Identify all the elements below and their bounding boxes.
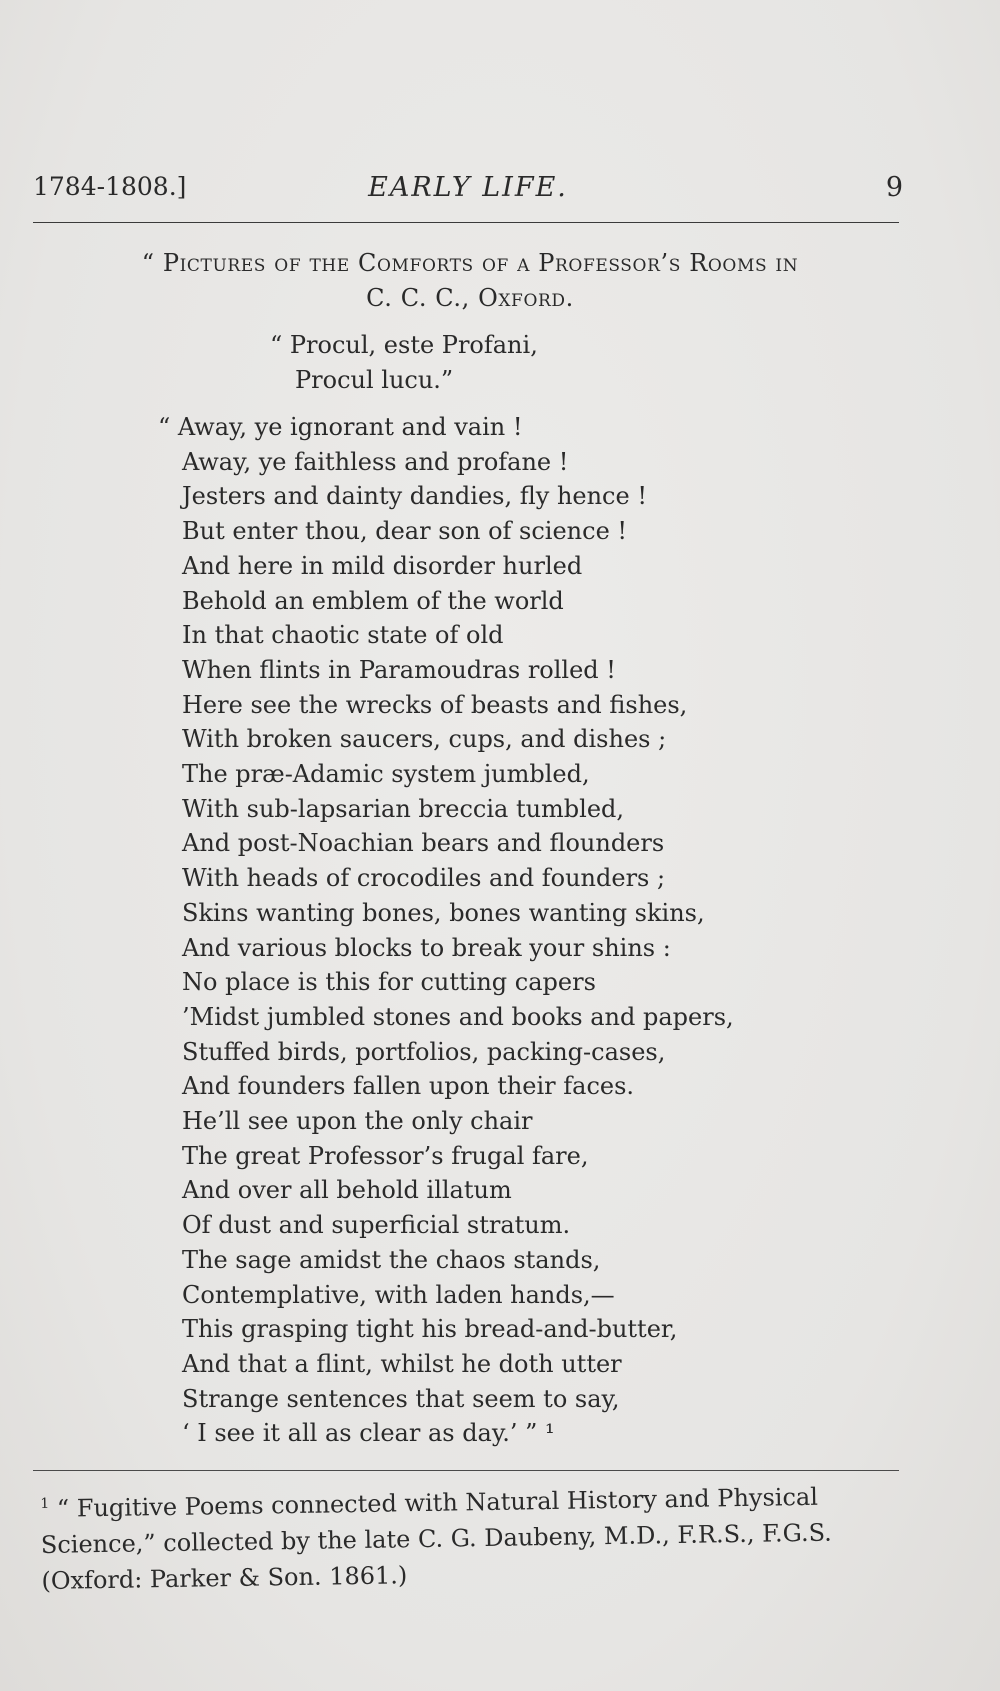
poem-body xyxy=(158,410,734,1451)
poem-line: “ Away, ye ignorant and vain ! xyxy=(158,413,523,441)
poem-line: And here in mild disorder hurled xyxy=(182,551,583,580)
poem-line: And that a flint, whilst he doth utter xyxy=(182,1349,622,1378)
poem-line: With broken saucers, cups, and dishes ; xyxy=(182,725,667,754)
running-head xyxy=(33,172,903,212)
poem-line: This grasping tight his bread-and-butter, xyxy=(182,1315,678,1344)
footnote-text: “ Fugitive Poems connected with Natural History and Physical xyxy=(56,1482,819,1523)
chapter-title: EARLY LIFE. xyxy=(368,172,568,203)
date-range: 1784-1808.] xyxy=(33,172,187,201)
poem-line: Away, ye faithless and profane ! xyxy=(182,447,569,476)
poem-title-line: C. C. C., Oxford. xyxy=(366,284,574,312)
poem-line: The great Professor’s frugal fare, xyxy=(182,1141,589,1170)
page-number: 9 xyxy=(885,172,903,203)
poem-line: The præ-Adamic system jumbled, xyxy=(182,760,590,789)
poem-line: ’Midst jumbled stones and books and papers, xyxy=(182,1002,734,1031)
footnote xyxy=(40,1472,902,1598)
poem-line: With heads of crocodiles and founders ; xyxy=(182,864,666,893)
poem-line: Skins wanting bones, bones wanting skins, xyxy=(182,898,705,927)
poem-line: The sage amidst the chaos stands, xyxy=(182,1245,601,1274)
poem-line: Jesters and dainty dandies, fly hence ! xyxy=(182,482,647,511)
footnote-rule xyxy=(33,1470,899,1471)
poem-line: With sub-lapsarian breccia tumbled, xyxy=(182,794,625,823)
poem-title-line: “ Pictures of the Comforts of a Professor’s Rooms in xyxy=(141,249,799,277)
poem-line: But enter thou, dear son of science ! xyxy=(182,517,628,546)
poem-line: Stuffed birds, portfolios, packing-cases, xyxy=(182,1037,666,1066)
poem-title xyxy=(60,246,880,316)
poem-line: He’ll see upon the only chair xyxy=(182,1107,533,1136)
footnote-marker: 1 xyxy=(40,1495,50,1512)
poem-line: No place is this for cutting capers xyxy=(182,968,596,997)
poem-line: Contemplative, with laden hands,— xyxy=(182,1280,615,1309)
poem-line: In that chaotic state of old xyxy=(182,621,504,650)
poem-line: Strange sentences that seem to say, xyxy=(182,1384,620,1413)
footnote-line: Science,” collected by the late C. G. Daubeny, M.D., F.R.S., F.G.S. xyxy=(40,1518,833,1559)
epigraph-line: “ Procul, este Profani, xyxy=(270,331,538,359)
footnote-line: (Oxford: Parker & Son. 1861.) xyxy=(41,1561,408,1595)
poem-line: And various blocks to break your shins : xyxy=(182,933,671,962)
poem-line: And post-Noachian bears and flounders xyxy=(182,829,665,858)
epigraph xyxy=(270,328,538,398)
poem-line: ‘ I see it all as clear as day.’ ” ¹ xyxy=(182,1419,555,1448)
poem-line: When flints in Paramoudras rolled ! xyxy=(182,655,616,684)
poem-line: And over all behold illatum xyxy=(182,1176,512,1205)
poem-line: And founders fallen upon their faces. xyxy=(182,1072,635,1101)
epigraph-line: Procul lucu.” xyxy=(295,366,454,394)
poem-line: Of dust and superficial stratum. xyxy=(182,1211,571,1240)
poem-line: Behold an emblem of the world xyxy=(182,586,564,615)
poem-line: Here see the wrecks of beasts and fishes, xyxy=(182,690,688,719)
header-rule xyxy=(33,222,899,223)
